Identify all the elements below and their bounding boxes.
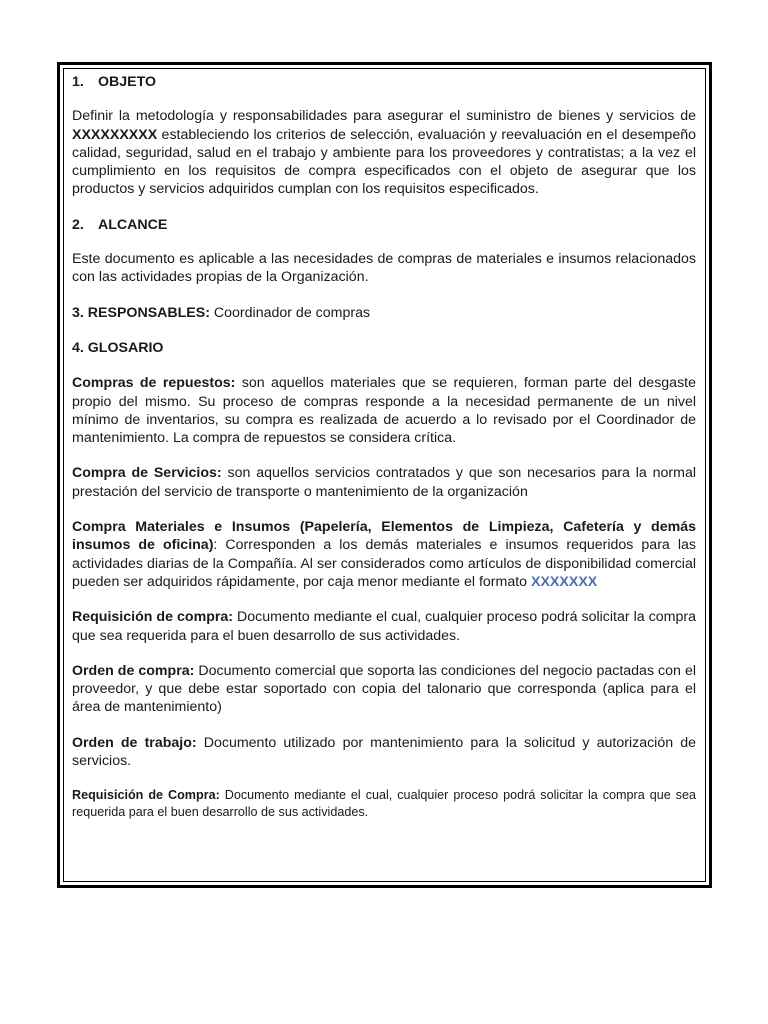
glossary-term: Compras de repuestos:	[72, 375, 236, 392]
glossary-definition: : Corresponden a los demás materiales e insumos requeridos para las actividades diarias de la Compañía. Al ser considerados como artículos de disponibilidad comercial pueden ser adquiridos rápidamente, por caja menor mediante el formato	[72, 537, 696, 590]
glossary-entry-repuestos	[72, 374, 696, 447]
glossary-definition: Documento comercial que soporta las condiciones del negocio pactadas con el proveedor, y que debe estar soportado con copia del talonario que corresponda (aplica para el área de mantenimiento)	[72, 662, 696, 716]
glossary-definition: Documento mediante el cual, cualquier proceso podrá solicitar la compra que sea requerida para el buen desarrollo de sus actividades.	[72, 788, 696, 819]
glossary-entry-servicios	[72, 464, 696, 501]
section-number: 1.	[72, 74, 84, 90]
glossary-definition: son aquellos materiales que se requieren, forman parte del desgaste propio del mismo. Su proceso de compras responde a la necesidad permanente de un nivel mínimo de inventarios, su compra es realizada de acuerdo a lo revisado por el Coordinador de mantenimiento. La compra de repuestos se considera crítica.	[72, 375, 697, 447]
section-number: 2.	[72, 216, 84, 233]
glossary-entry-requisicion-2	[72, 787, 696, 820]
section-alcance-heading	[72, 216, 696, 234]
glossary-term: Requisición de Compra:	[72, 788, 220, 803]
glossary-entry-orden-trabajo	[72, 734, 696, 771]
section-objeto-heading	[72, 73, 696, 91]
objeto-text-after: estableciendo los criterios de selección, evaluación y reevaluación en el desempeño calidad, seguridad, salud en el trabajo y ambiente para los proveedores y contratistas; a la vez el cumplimiento en los requisitos de compra especificados con el objeto de asegurar que los productos y servicios adquiridos cumplan con los requisitos especificados.	[72, 126, 696, 198]
glossary-definition: Documento utilizado por mantenimiento para la solicitud y autorización de servicios.	[72, 734, 697, 770]
section-title: ALCANCE	[98, 216, 168, 233]
document-body	[72, 73, 696, 820]
section-alcance-text: Este documento es aplicable a las necesidades de compras de materiales e insumos relacionados con las actividades propias de la Organización.	[72, 251, 696, 286]
format-code-link[interactable]: XXXXXXX	[531, 573, 598, 590]
glossary-entry-requisicion	[72, 608, 696, 645]
glossary-term: Orden de trabajo:	[72, 734, 197, 751]
glossary-definition: Documento mediante el cual, cualquier proceso podrá solicitar la compra que sea requerida para el buen desarrollo de sus actividades.	[72, 609, 696, 644]
organization-placeholder: XXXXXXXXX	[72, 126, 158, 143]
section-glosario-heading: 4. GLOSARIO	[72, 339, 164, 356]
section-objeto-text	[72, 107, 696, 198]
glossary-definition: son aquellos servicios contratados y que son necesarios para la normal prestación del servicio de transporte o mantenimiento de la organización	[72, 465, 696, 500]
responsables-label: 3. RESPONSABLES:	[72, 304, 210, 321]
glossary-term: Requisición de compra:	[72, 609, 233, 626]
glossary-term: Orden de compra:	[72, 662, 195, 679]
glossary-term: Compra Materiales e Insumos (Papelería, Elementos de Limpieza, Cafetería y demás insumos de oficina)	[72, 519, 696, 554]
section-title: OBJETO	[98, 74, 157, 90]
objeto-text-before: Definir la metodología y responsabilidades para asegurar el suministro de bienes y servicios de	[72, 108, 696, 125]
glossary-entry-orden-compra	[72, 662, 696, 717]
glossary-entry-materiales	[72, 518, 696, 591]
glossary-term: Compra de Servicios:	[72, 465, 222, 482]
section-responsables	[72, 304, 696, 322]
responsables-text: Coordinador de compras	[209, 304, 371, 321]
